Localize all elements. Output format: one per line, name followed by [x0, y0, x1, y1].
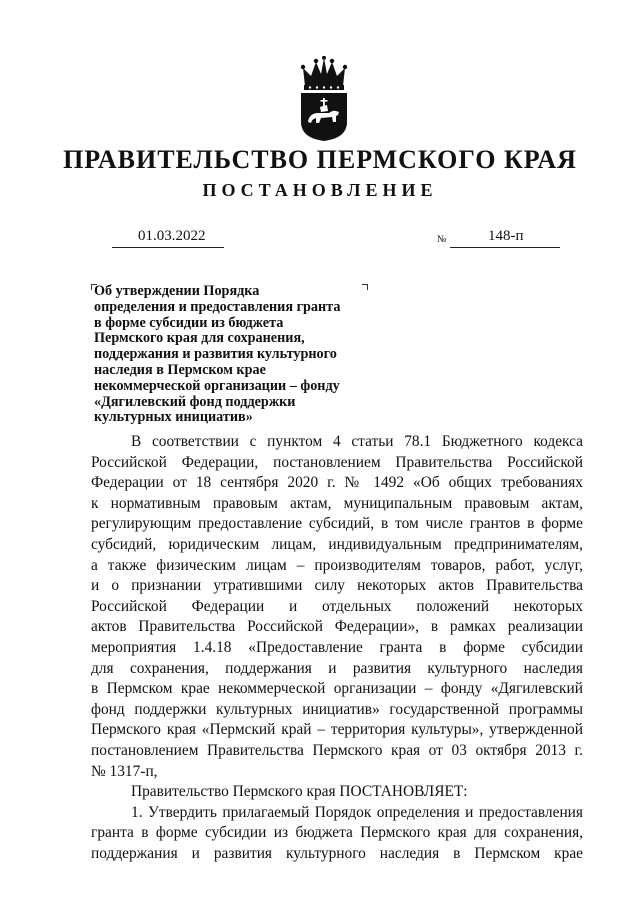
body-line: 1. Утвердить прилагаемый Порядок определения и предоставления — [131, 803, 583, 821]
body-line: постановлением Правительства Пермского края от 03 октября 2013 г. — [91, 741, 583, 759]
body-line: регулирующим предоставление субсидий, в том числе грантов в форме — [91, 515, 583, 533]
subject-line: культурных инициатив» — [94, 409, 253, 426]
body-line: субсидий, юридическим лицам, индивидуальным предпринимателям, — [91, 535, 583, 553]
body-line: и о признании утратившими силу некоторых актов Правительства — [91, 577, 583, 595]
document-type: ПОСТАНОВЛЕНИЕ — [202, 180, 438, 200]
body-line: фонд поддержки культурных инициатив» государственной программы — [91, 700, 583, 718]
body-line: В соответствии с пунктом 4 статьи 78.1 Бюджетного кодекса — [131, 433, 583, 450]
coat-of-arms-icon — [297, 56, 351, 142]
subject-line: Об утверждении Порядка — [94, 283, 260, 299]
body-line: № 1317-п, — [91, 762, 158, 780]
body-line: а также физическим лицам – производителям товаров, работ, услуг, — [91, 556, 583, 574]
body-line: мероприятия 1.4.18 «Предоставление гранта в форме субсидии — [91, 638, 583, 656]
subject-line: в форме субсидии из бюджета — [94, 314, 284, 331]
body-line: к нормативным правовым актам, муниципальным правовым актам, — [91, 494, 583, 512]
document-body — [91, 432, 583, 864]
body-line: в Пермском крае некоммерческой организации – фонду «Дягилевский — [91, 680, 583, 698]
document-subject — [94, 284, 379, 426]
body-line: актов Правительства Российской Федерации», в рамках реализации — [91, 618, 583, 636]
document-number: 148-п — [488, 228, 524, 244]
body-line: гранта в форме субсидии из бюджета Пермского края для сохранения, — [91, 824, 583, 842]
body-line: поддержания и развития культурного наследия в Пермском крае — [91, 844, 583, 862]
document-date: 01.03.2022 — [138, 228, 206, 244]
subject-line: Пермского края для сохранения, — [94, 330, 305, 347]
subject-line: поддержания и развития культурного — [94, 346, 337, 363]
body-line: Пермского края «Пермский край – территория культуры», утвержденной — [91, 721, 583, 739]
body-line: для сохранения, поддержания и развития культурного наследия — [91, 659, 583, 677]
number-underline — [450, 247, 560, 248]
resolution-line: Правительство Пермского края ПОСТАНОВЛЯЕТ: — [131, 783, 468, 801]
government-title: ПРАВИТЕЛЬСТВО ПЕРМСКОГО КРАЯ — [63, 145, 577, 174]
subject-line: определения и предоставления гранта — [94, 298, 341, 315]
subject-line: «Дягилевский фонд поддержки — [94, 393, 296, 410]
date-underline — [112, 247, 224, 248]
subject-line: некоммерческой организации – фонду — [94, 377, 340, 394]
subject-line: наследия в Пермском крае — [94, 361, 266, 378]
body-line: Российской Федерации, постановлением Правительства Российской — [91, 453, 583, 471]
number-sign: № — [437, 234, 447, 245]
body-line: Федерации от 18 сентября 2020 г. № 1492 «Об общих требованиях — [91, 474, 583, 492]
body-line: Российской Федерации и отдельных положений некоторых — [91, 597, 583, 615]
